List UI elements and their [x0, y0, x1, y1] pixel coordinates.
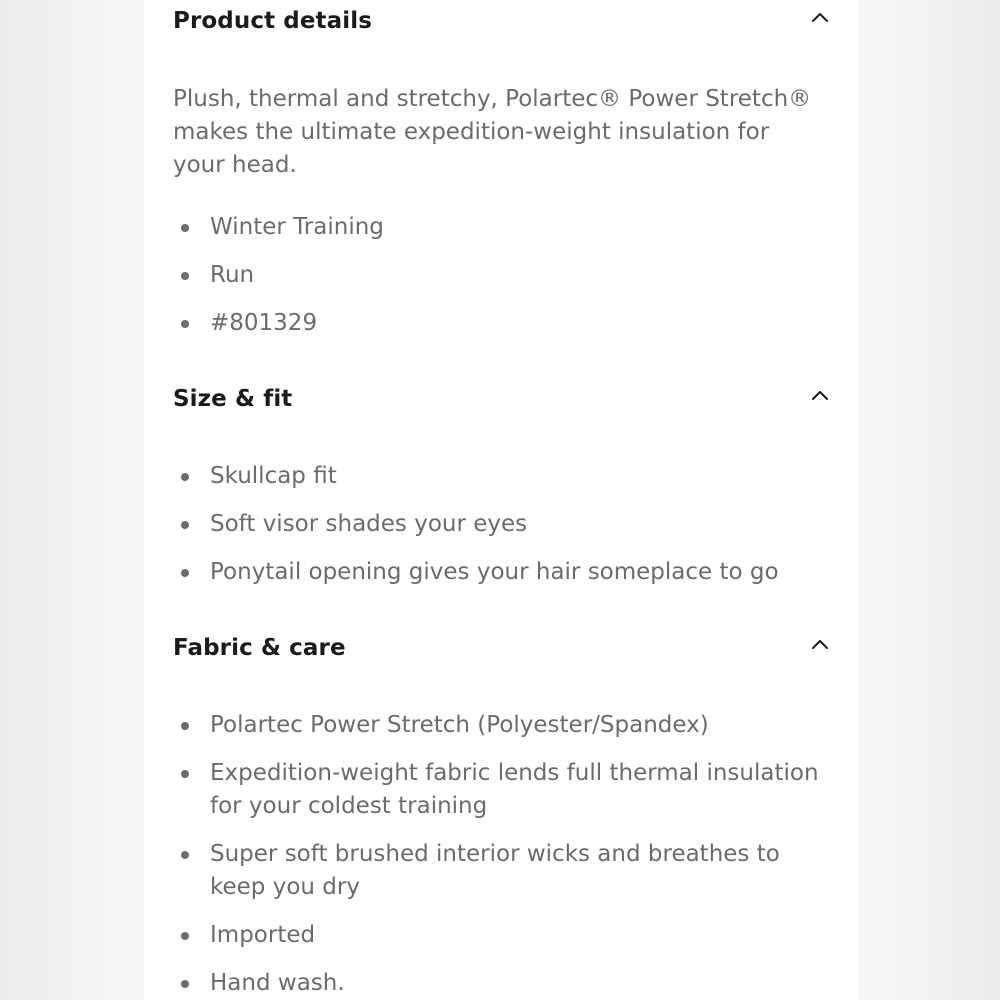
bullet-dot	[181, 473, 189, 481]
product-description: Plush, thermal and stretchy, Polartec® Power Stretch® makes the ultimate expedition-weight insulation for your head.	[173, 86, 812, 178]
accordion-fabric-care	[173, 627, 858, 996]
list-item: Expedition-weight fabric lends full thermal insulation for your coldest training	[173, 757, 833, 823]
size-fit-list	[173, 460, 833, 604]
bullet-dot	[181, 770, 189, 778]
size-fit-header[interactable]	[173, 378, 858, 422]
list-item: Polartec Power Stretch (Polyester/Spandex)	[173, 709, 833, 742]
section-title: Fabric & care	[173, 635, 346, 661]
bullet-dot	[181, 932, 189, 940]
list-item: #801329	[173, 307, 833, 340]
list-item: Soft visor shades your eyes	[173, 508, 833, 541]
section-title: Product details	[173, 8, 373, 34]
list-item: Skullcap fit	[173, 460, 833, 493]
section-title: Size & fit	[173, 386, 293, 412]
bullet-dot	[181, 851, 189, 859]
product-info-panel	[144, 0, 858, 1000]
chevron-up-icon[interactable]	[809, 384, 831, 406]
bullet-dot	[181, 722, 189, 730]
chevron-up-icon[interactable]	[809, 6, 831, 28]
product-details-header[interactable]	[173, 0, 858, 44]
bullet-dot	[181, 521, 189, 529]
fabric-care-list	[173, 709, 833, 1000]
list-item: Hand wash.	[173, 967, 833, 1000]
list-item: Winter Training	[173, 211, 833, 244]
bullet-dot	[181, 224, 189, 232]
accordion-product-details	[173, 0, 858, 336]
list-item: Imported	[173, 919, 833, 952]
list-item: Ponytail opening gives your hair someplace to go	[173, 556, 833, 589]
bullet-dot	[181, 320, 189, 328]
list-item: Run	[173, 259, 833, 292]
list-item: Super soft brushed interior wicks and breathes to keep you dry	[173, 838, 833, 904]
chevron-up-icon[interactable]	[809, 633, 831, 655]
fabric-care-header[interactable]	[173, 627, 858, 671]
product-details-list	[173, 211, 833, 355]
bullet-dot	[181, 272, 189, 280]
bullet-dot	[181, 569, 189, 577]
accordion-size-fit	[173, 378, 858, 585]
bullet-dot	[181, 980, 189, 988]
